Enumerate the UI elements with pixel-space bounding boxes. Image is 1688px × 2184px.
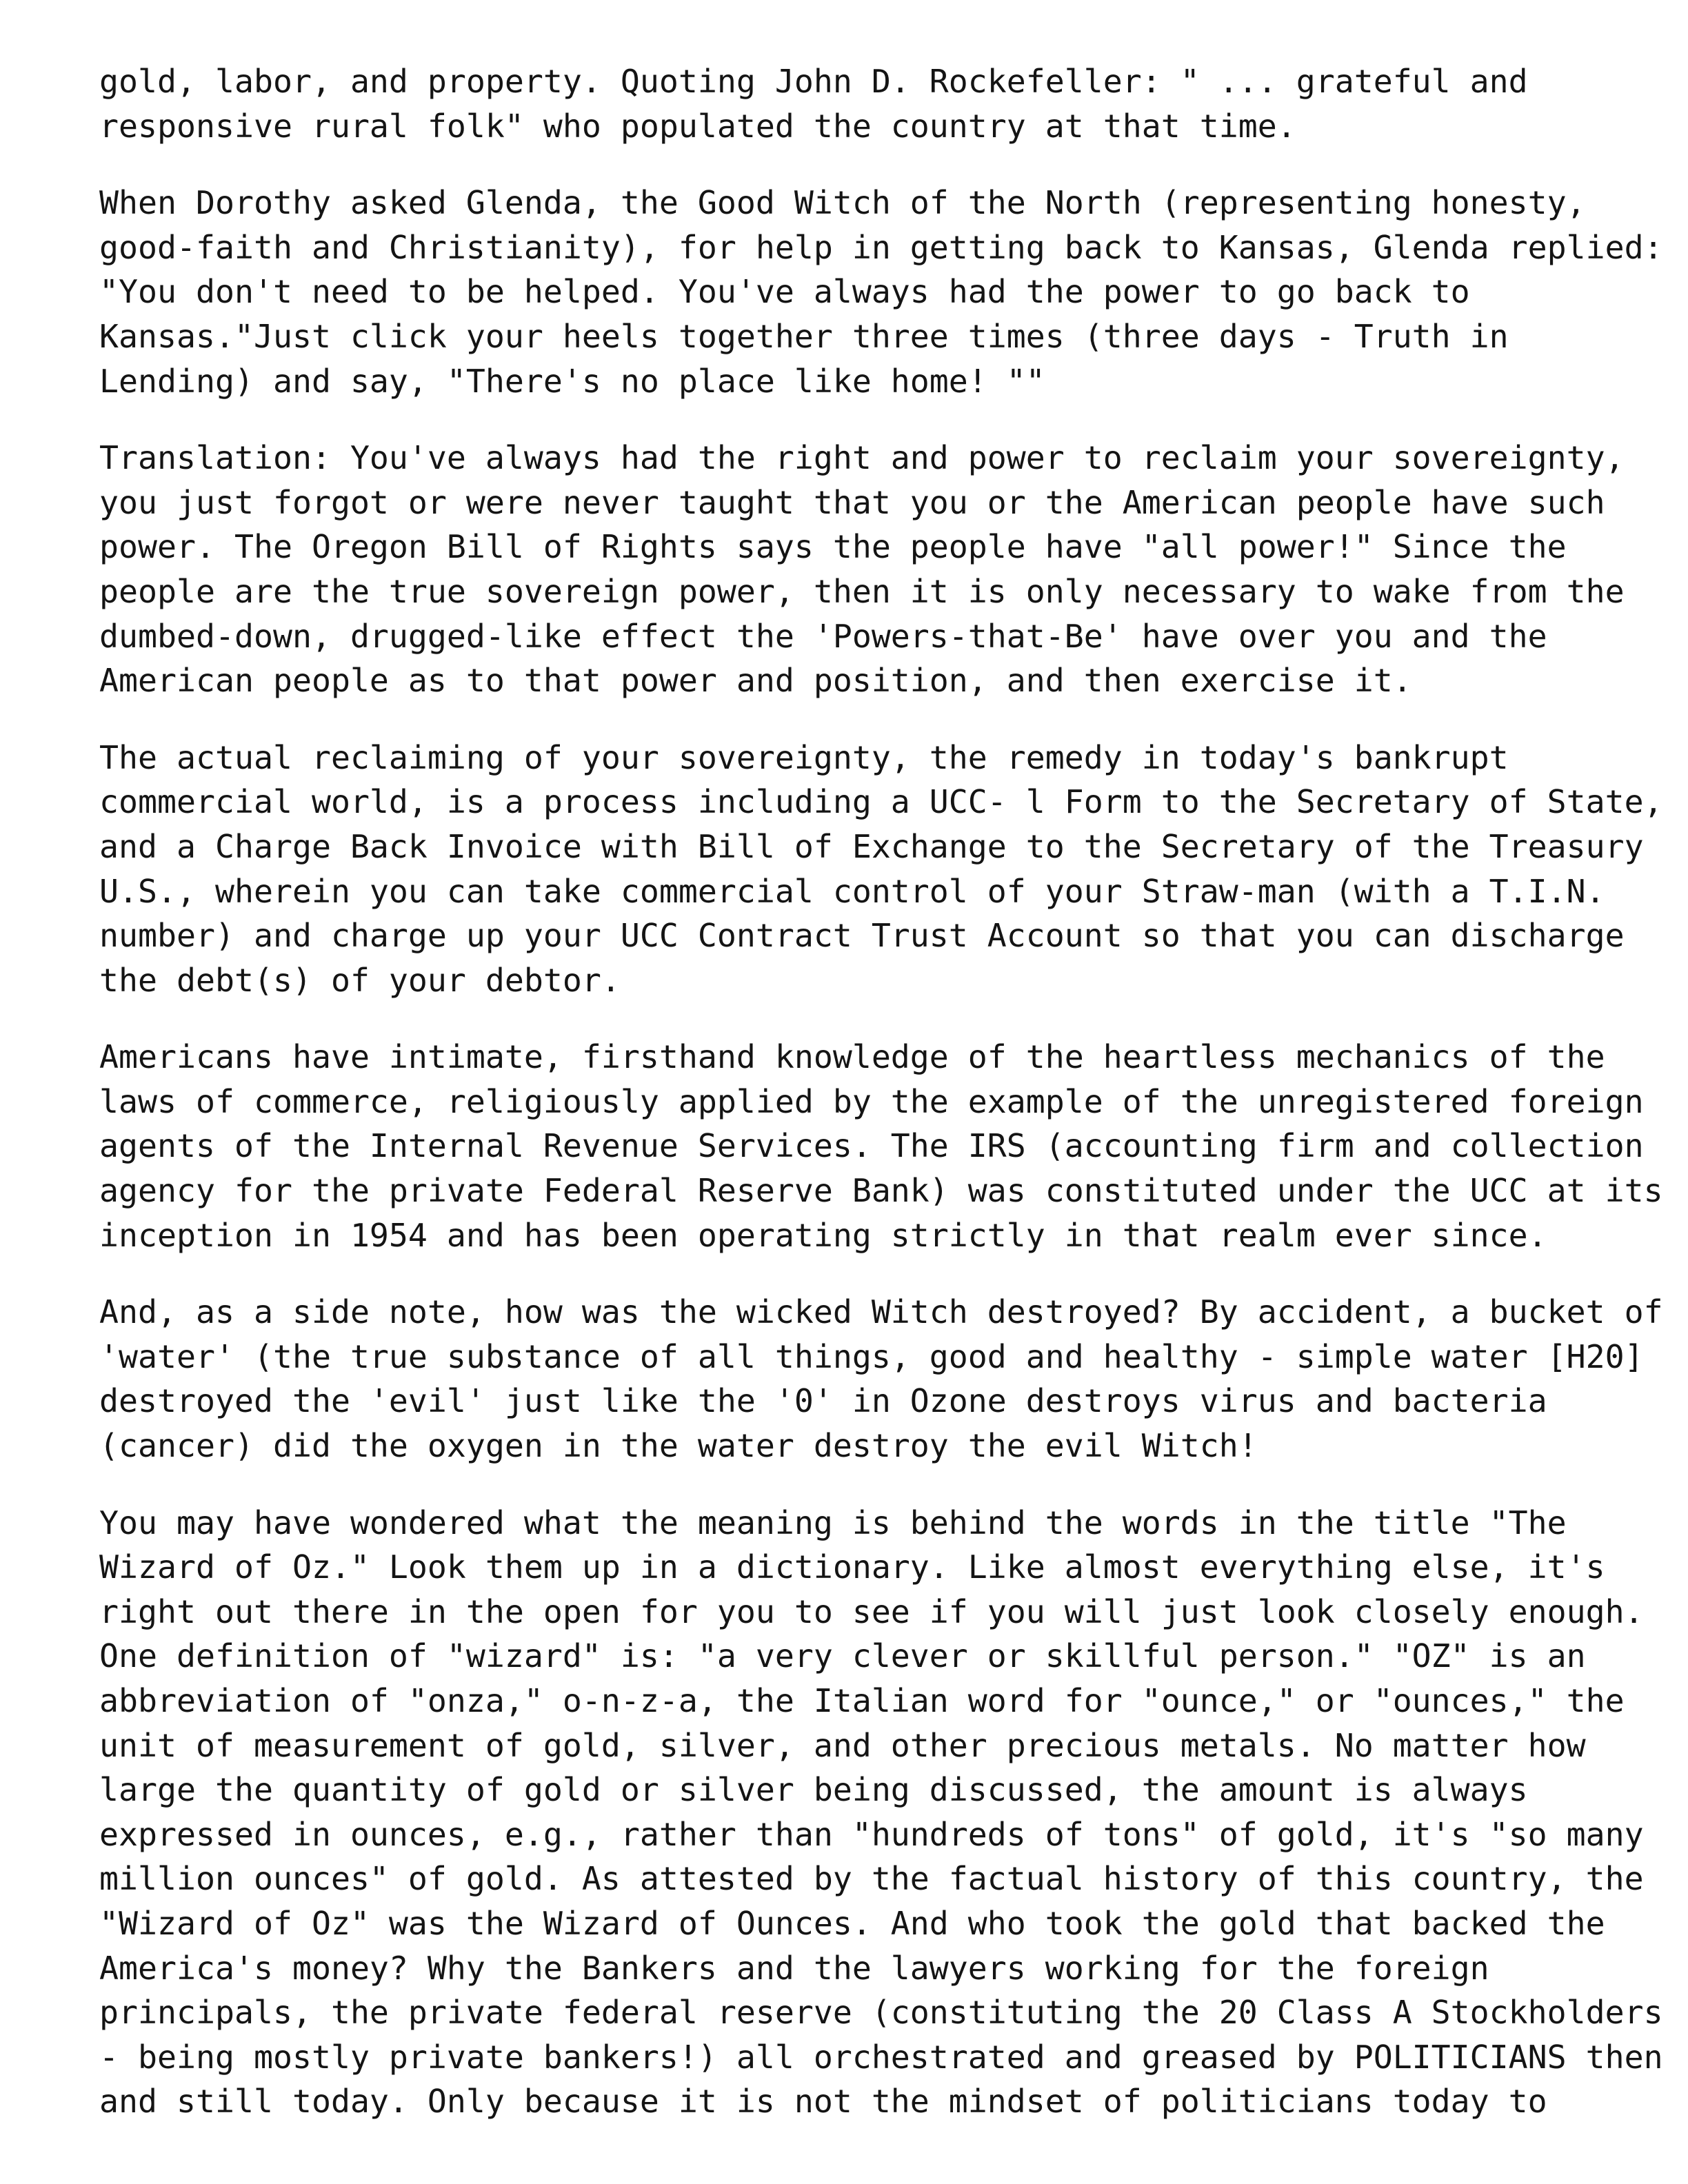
text-line: million ounces" of gold. As attested by the factual history of this country, the [99,1860,1644,1898]
text-line: America's money? Why the Bankers and the lawyers working for the foreign [99,1949,1489,1987]
text-line: you just forgot or were never taught that you or the American people have such [99,483,1605,521]
paragraph-rockefeller-quote [99,59,1616,148]
text-line: right out there in the open for you to see if you will just look closely enough. [99,1593,1644,1630]
text-line: principals, the private federal reserve (constituting the 20 Class A Stockholders [99,1994,1663,2032]
text-line: agency for the private Federal Reserve Bank) was constituted under the UCC at its [99,1172,1663,1210]
text-line: Kansas."Just click your heels together three times (three days - Truth in [99,317,1509,355]
paragraph-wizard-of-oz-meaning [99,1501,1663,2124]
text-line: American people as to that power and position, and then exercise it. [99,662,1412,700]
text-line: (cancer) did the oxygen in the water destroy the evil Witch! [99,1427,1258,1465]
text-line: inception in 1954 and has been operating strictly in that realm ever since. [99,1216,1547,1254]
text-line: The actual reclaiming of your sovereignty, the remedy in today's bankrupt [99,738,1509,776]
text-line: laws of commerce, religiously applied by the example of the unregistered foreign [99,1082,1644,1120]
text-line: When Dorothy asked Glenda, the Good Witch of the North (representing honesty, [99,184,1586,222]
text-line: people are the true sovereign power, then it is only necessary to wake from the [99,572,1625,610]
text-line: commercial world, is a process including a UCC- l Form to the Secretary of State, [99,783,1663,821]
text-line: Translation: You've always had the right and power to reclaim your sovereignty, [99,439,1625,477]
text-line: "Wizard of Oz" was the Wizard of Ounces. And who took the gold that backed the [99,1904,1605,1942]
text-line: responsive rural folk" who populated the country at that time. [99,107,1296,145]
text-line: and a Charge Back Invoice with Bill of Exchange to the Secretary of the Treasury [99,827,1644,865]
text-line: U.S., wherein you can take commercial control of your Straw-man (with a T.I.N. [99,872,1605,910]
text-line: agents of the Internal Revenue Services. The IRS (accounting firm and collection [99,1127,1644,1165]
document-page [99,59,1663,2156]
text-line: unit of measurement of gold, silver, and other precious metals. No matter how [99,1726,1586,1764]
paragraph-translation [99,436,1625,703]
paragraph-wicked-witch [99,1290,1663,1468]
text-line: the debt(s) of your debtor. [99,961,621,999]
text-line: - being mostly private bankers!) all orchestrated and greased by POLITICIANS then [99,2038,1663,2076]
text-line: abbreviation of "onza," o-n-z-a, the Italian word for "ounce," or "ounces," the [99,1682,1625,1719]
text-line: You may have wondered what the meaning is behind the words in the title "The [99,1504,1567,1541]
text-line: dumbed-down, drugged-like effect the 'Powers-that-Be' have over you and the [99,617,1547,655]
text-line: 'water' (the true substance of all things, good and healthy - simple water [H20] [99,1337,1644,1375]
text-line: One definition of "wizard" is: "a very clever or skillful person." "OZ" is an [99,1637,1586,1675]
text-line: gold, labor, and property. Quoting John D. Rockefeller: " ... grateful and [99,63,1528,100]
text-line: power. The Oregon Bill of Rights says the people have "all power!" Since the [99,528,1567,566]
text-line: good-faith and Christianity), for help in getting back to Kansas, Glenda replied: [99,228,1663,266]
text-line: Wizard of Oz." Look them up in a dictionary. Like almost everything else, it's [99,1548,1605,1586]
text-line: destroyed the 'evil' just like the '0' in Ozone destroys virus and bacteria [99,1382,1547,1420]
text-line: Lending) and say, "There's no place like home! "" [99,362,1045,400]
text-line: expressed in ounces, e.g., rather than "hundreds of tons" of gold, it's "so many [99,1815,1644,1853]
text-line: "You don't need to be helped. You've always had the power to go back to [99,273,1470,311]
paragraph-reclaiming-sovereignty [99,736,1663,1003]
paragraph-irs-commerce [99,1035,1663,1257]
text-line: large the quantity of gold or silver being discussed, the amount is always [99,1771,1528,1809]
text-line: And, as a side note, how was the wicked Witch destroyed? By accident, a bucket of [99,1293,1663,1331]
text-line: number) and charge up your UCC Contract Trust Account so that you can discharge [99,917,1625,955]
text-line: and still today. Only because it is not the mindset of politicians today to [99,2083,1547,2121]
paragraph-dorothy-glenda [99,181,1663,403]
text-line: Americans have intimate, firsthand knowledge of the heartless mechanics of the [99,1038,1605,1076]
